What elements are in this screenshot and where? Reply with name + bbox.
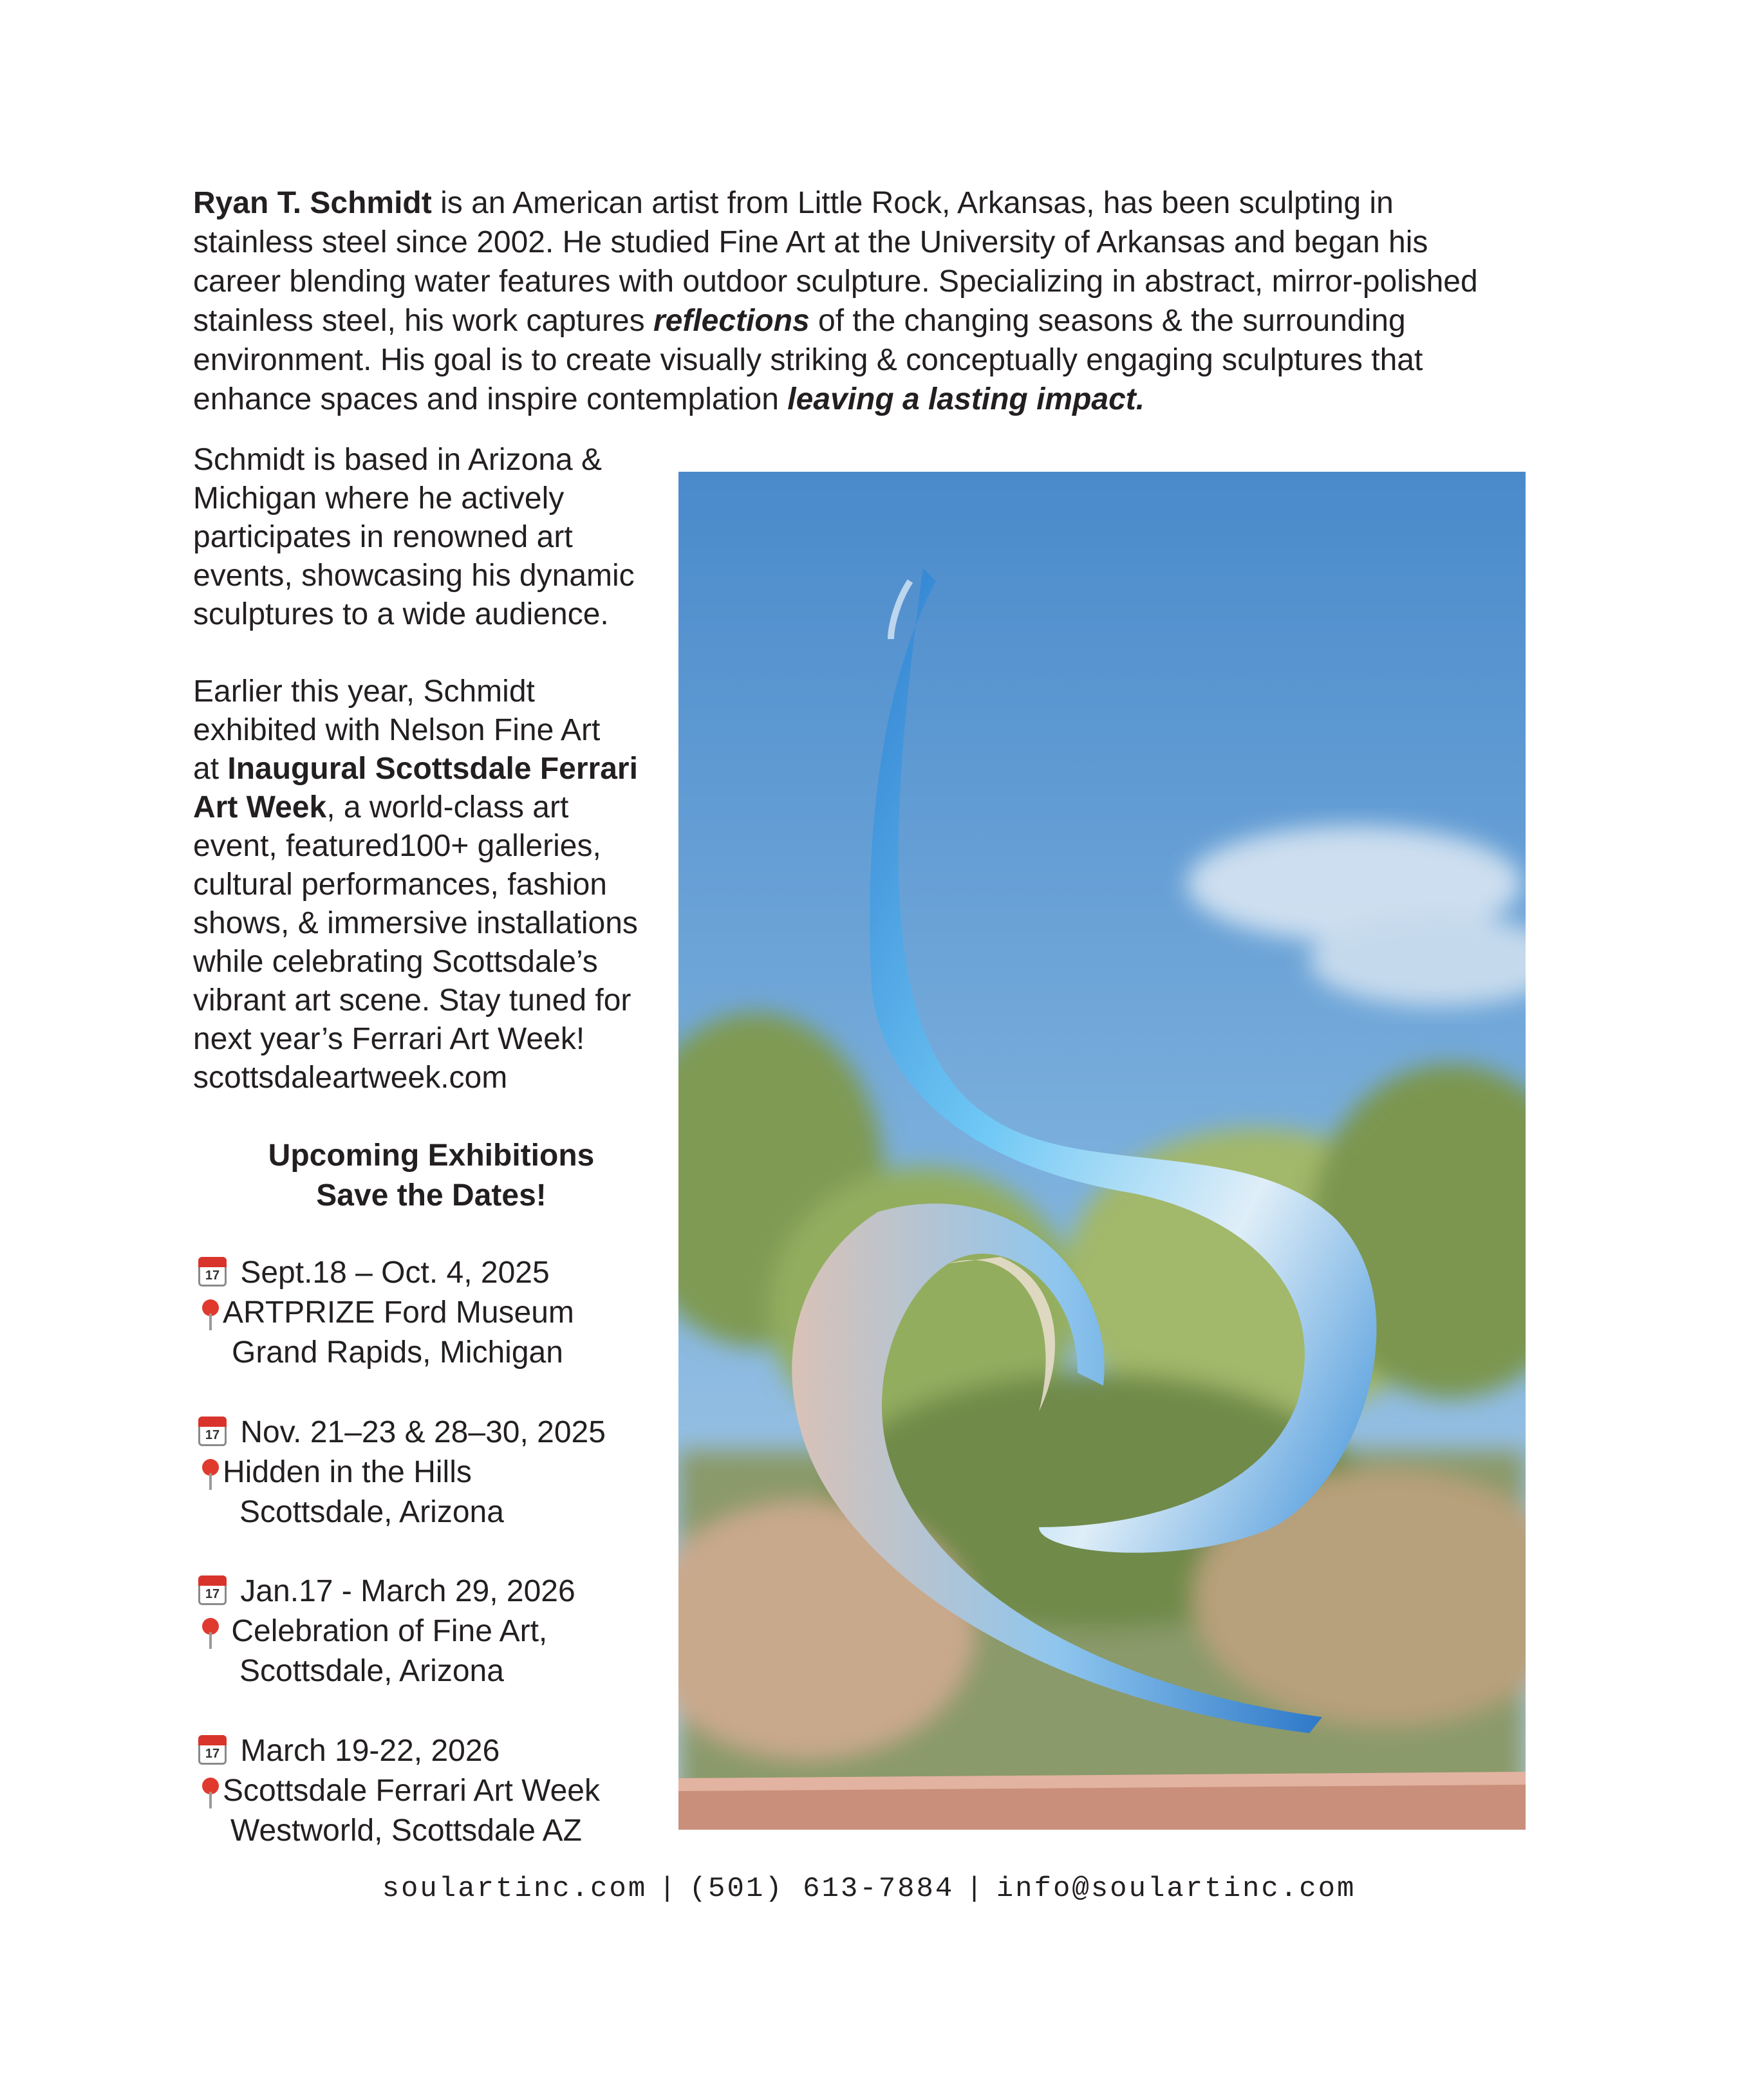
- upcoming-exhibitions-heading: [193, 1136, 669, 1216]
- map-pin-icon: [202, 1618, 219, 1635]
- earlier-line: while celebrating Scottsdale’s: [193, 945, 598, 979]
- event-venue: ARTPRIZE Ford Museum: [223, 1296, 574, 1330]
- phone-number[interactable]: (501) 613-7884: [689, 1873, 955, 1905]
- artist-bio-intro: [193, 183, 1519, 419]
- event-date: Jan.17 - March 29, 2026: [240, 1574, 575, 1608]
- artist-name: Ryan T. Schmidt: [193, 186, 432, 220]
- website-link[interactable]: soulartinc.com: [382, 1873, 648, 1905]
- event-item: [193, 1253, 682, 1373]
- event-venue: Scottsdale Ferrari Art Week: [223, 1774, 600, 1808]
- sculpture-photo: [678, 472, 1526, 1830]
- based-line: Schmidt is based in Arizona &: [193, 443, 602, 477]
- footer-separator: |: [659, 1873, 678, 1905]
- bio-text-2: of the changing seasons & the surrounding environment. His goal is to create visually striking & conceptually engaging sculptures that enhance spaces and inspire contemplation: [193, 304, 1423, 416]
- earlier-line: next year’s Ferrari Art Week!: [193, 1022, 585, 1056]
- earlier-paragraph: [193, 673, 682, 1097]
- calendar-icon: [198, 1575, 227, 1605]
- event-name-bold: Art Week: [193, 790, 327, 824]
- earlier-line: shows, & immersive installations: [193, 906, 638, 940]
- based-line: events, showcasing his dynamic: [193, 559, 635, 593]
- calendar-icon: [198, 1257, 227, 1287]
- event-item: [193, 1731, 682, 1851]
- email-link[interactable]: info@soulartinc.com: [996, 1873, 1356, 1905]
- earlier-line: exhibited with Nelson Fine Art: [193, 713, 601, 747]
- earlier-line: Earlier this year, Schmidt: [193, 674, 535, 709]
- event-location: Scottsdale, Arizona: [239, 1654, 504, 1688]
- event-venue: Hidden in the Hills: [223, 1455, 472, 1489]
- calendar-icon: [198, 1735, 227, 1765]
- upcoming-subtitle: Save the Dates!: [316, 1178, 547, 1213]
- event-item: [193, 1572, 682, 1691]
- upcoming-title: Upcoming Exhibitions: [268, 1138, 595, 1173]
- earlier-line: event, featured100+ galleries,: [193, 829, 601, 863]
- event-location: Scottsdale, Arizona: [239, 1495, 504, 1529]
- sculpture-illustration: [678, 472, 1526, 1830]
- map-pin-icon: [202, 1778, 219, 1794]
- event-date: Nov. 21–23 & 28–30, 2025: [240, 1415, 606, 1449]
- event-location: Westworld, Scottsdale AZ: [230, 1814, 582, 1848]
- event-name-bold: Inaugural Scottsdale Ferrari: [227, 752, 638, 786]
- earlier-line: at: [193, 752, 228, 786]
- earlier-line: , a world-class art: [326, 790, 569, 824]
- based-line: participates in renowned art: [193, 520, 573, 554]
- bio-emphasis-impact: leaving a lasting impact.: [787, 382, 1145, 416]
- map-pin-icon: [202, 1299, 219, 1316]
- earlier-line: vibrant art scene. Stay tuned for: [193, 983, 631, 1017]
- bio-text-1: is an American artist from Little Rock, Arkansas, has been sculpting in stainless steel since 2002. He studied Fine Art at the University of Arkansas and began his career blending water features with outdoor sculpture. Specializing in abstract, mirror-polished stainless steel, his work captures: [193, 186, 1478, 338]
- event-date: March 19-22, 2026: [240, 1734, 500, 1768]
- earlier-line: cultural performances, fashion: [193, 868, 607, 902]
- based-paragraph: [193, 441, 682, 634]
- event-date: Sept.18 – Oct. 4, 2025: [240, 1256, 550, 1290]
- contact-footer: [0, 1873, 1738, 1905]
- footer-separator: |: [966, 1873, 985, 1905]
- bio-emphasis-reflections: reflections: [653, 304, 810, 338]
- event-venue: Celebration of Fine Art,: [231, 1614, 548, 1648]
- left-column: [193, 441, 682, 1097]
- based-line: Michigan where he actively: [193, 481, 565, 516]
- event-location: Grand Rapids, Michigan: [232, 1335, 563, 1370]
- event-item: [193, 1413, 682, 1532]
- website-link[interactable]: scottsdaleartweek.com: [193, 1061, 508, 1095]
- map-pin-icon: [202, 1459, 219, 1476]
- calendar-icon: [198, 1417, 227, 1446]
- based-line: sculptures to a wide audience.: [193, 597, 609, 631]
